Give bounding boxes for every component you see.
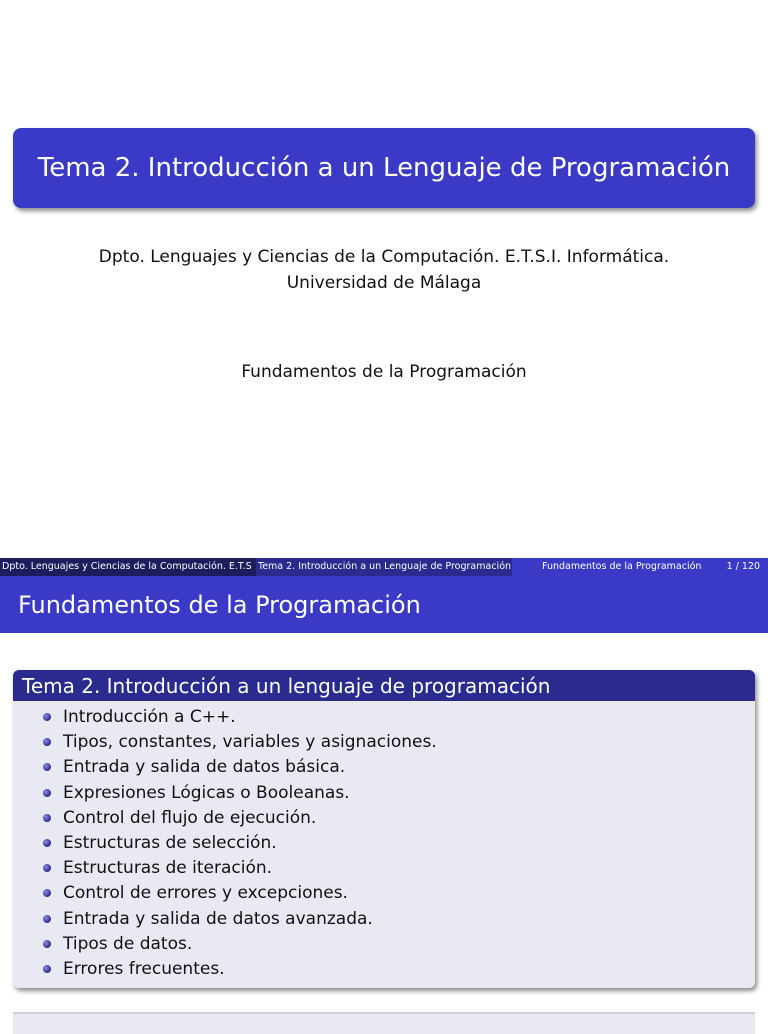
bullet-icon xyxy=(43,789,51,797)
footer-author: Dpto. Lenguajes y Ciencias de la Computación. E.T.S xyxy=(0,558,256,576)
bullet-icon xyxy=(43,915,51,923)
list-item: Introducción a C++. xyxy=(43,705,755,730)
list-item: Estructuras de selección. xyxy=(43,831,755,856)
block-title: Tema 2. Introducción a un lenguaje de programación xyxy=(22,673,551,698)
list-item: Expresiones Lógicas o Booleanas. xyxy=(43,781,755,806)
footer-title: Tema 2. Introducción a un Lenguaje de Programación xyxy=(256,558,512,576)
footer-right xyxy=(512,558,768,576)
bullet-icon xyxy=(43,839,51,847)
list-item: Errores frecuentes. xyxy=(43,957,755,982)
list-item: Tipos, constantes, variables y asignaciones. xyxy=(43,730,755,755)
bullet-icon xyxy=(43,889,51,897)
slide-title-box xyxy=(13,128,755,208)
list-item: Control del flujo de ejecución. xyxy=(43,806,755,831)
bullet-icon xyxy=(43,713,51,721)
list-item: Estructuras de iteración. xyxy=(43,856,755,881)
frame-title-bar xyxy=(0,576,768,633)
topics-block xyxy=(13,670,755,988)
content-slide xyxy=(0,576,768,1024)
institute-line-2: Universidad de Málaga xyxy=(286,273,482,293)
list-item: Entrada y salida de datos avanzada. xyxy=(43,907,755,932)
bullet-icon xyxy=(43,738,51,746)
bullet-icon xyxy=(43,940,51,948)
list-item: Control de errores y excepciones. xyxy=(43,881,755,906)
block-title-bar xyxy=(13,670,755,701)
frame-title: Fundamentos de la Programación xyxy=(18,590,421,619)
list-item: Entrada y salida de datos básica. xyxy=(43,755,755,780)
slide-title: Tema 2. Introducción a un Lenguaje de Programación xyxy=(37,153,731,183)
course-name: Fundamentos de la Programación xyxy=(241,362,527,382)
footer-course: Fundamentos de la Programación xyxy=(542,561,702,572)
bullet-icon xyxy=(43,864,51,872)
bullet-icon xyxy=(43,965,51,973)
slide-footer xyxy=(0,558,768,576)
list-item: Tipos de datos. xyxy=(43,932,755,957)
bullet-icon xyxy=(43,814,51,822)
institute-line-1: Dpto. Lenguajes y Ciencias de la Computación. E.T.S.I. Informática. xyxy=(98,247,670,267)
institute-block xyxy=(0,244,768,296)
footer-page-number: 1 / 120 xyxy=(726,561,760,572)
bullet-icon xyxy=(43,763,51,771)
topics-list xyxy=(13,701,755,982)
next-block-edge xyxy=(13,1012,755,1034)
